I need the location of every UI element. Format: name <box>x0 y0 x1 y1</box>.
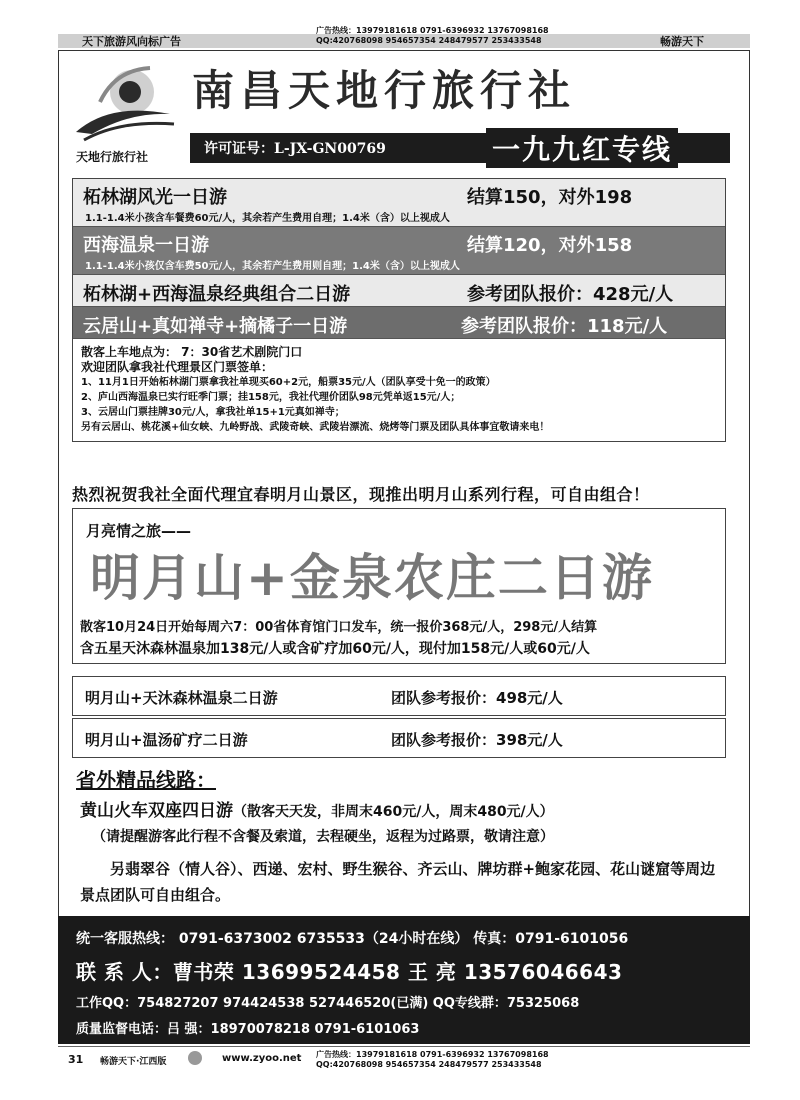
combo-price: 团队参考报价：398元/人 <box>391 731 563 749</box>
combo-name: 明月山+天沐森林温泉二日游 <box>85 689 278 707</box>
header-ad <box>316 26 549 46</box>
magazine-logo-icon <box>188 1051 202 1065</box>
moon-title: 明月山+金泉农庄二日游 <box>90 549 654 607</box>
trip-price: 参考团队报价：428元/人 <box>467 284 674 305</box>
logo-caption: 天地行旅行社 <box>76 150 149 164</box>
agency-title: 南昌天地行旅行社 <box>192 66 577 115</box>
agency-logo-icon <box>70 62 178 144</box>
trip-row <box>73 179 725 227</box>
trip-name: 西海温泉一日游 <box>83 235 209 256</box>
moon-schedule: 散客10月24日开始每周六7：00省体育馆门口发车，统一报价368元/人，298元/人结算 <box>80 620 598 635</box>
trip-note: 1.1-1.4米小孩仅含车费50元/人，其余若产生费用则自理；1.4米（含）以上视成人 <box>85 261 460 272</box>
trip-name: 云居山+真如禅寺+摘橘子一日游 <box>83 316 348 337</box>
trip-name: 柘林湖+西海温泉经典组合二日游 <box>83 284 351 305</box>
huangshan-extra: 另翡翠谷（情人谷）、西递、宏村、野生猴谷、齐云山、牌坊群+鲍家花园、花山谜窟等周边景点团队可自由组合。 <box>80 860 716 904</box>
note-item: 3、云居山门票挂牌30元/人，拿我社单15+1元真如禅寺； <box>81 407 345 418</box>
trip-price: 结算150，对外198 <box>467 187 633 208</box>
footer-ad <box>316 1050 549 1070</box>
magazine-name: 畅游天下·江西版 <box>100 1057 167 1067</box>
supervision-phone: 质量监督电话：吕 强：18970078218 0791-6101063 <box>76 1022 420 1037</box>
huangshan-price: （散客天天发，非周末460元/人，周末480元/人） <box>233 804 554 820</box>
pickup-notes <box>73 339 725 441</box>
outside-title: 省外精品线路： <box>76 768 216 792</box>
huangshan-line <box>80 796 554 821</box>
slogan: 一九九红专线 <box>486 128 678 168</box>
pickup-point: 散客上车地点为： 7：30省艺术剧院门口 <box>81 345 303 359</box>
trip-price: 结算120，对外158 <box>467 235 633 256</box>
footer-divider <box>58 1046 750 1047</box>
combo-name: 明月山+温汤矿疗二日游 <box>85 731 248 749</box>
note-item: 另有云居山、桃花溪+仙女峡、九岭野战、武陵奇峡、武陵岩漂流、烧烤等门票及团队具体事宜敬请来电！ <box>81 422 550 433</box>
license-number: 许可证号：L-JX-GN00769 <box>204 141 386 157</box>
header-ad-line: QQ:420768098 954657354 248479577 253433548 <box>316 36 542 45</box>
header-left: 天下旅游风向标广告 <box>82 35 181 48</box>
moon-addons: 含五星天沐森林温泉加138元/人或含矿疗加60元/人，现付加158元/人或60元/人 <box>80 641 590 657</box>
trip-name: 柘林湖风光一日游 <box>83 187 227 208</box>
combo-row <box>72 718 726 758</box>
footer-ad-line: QQ:420768098 954657354 248479577 253433548 <box>316 1060 542 1069</box>
huangshan-name: 黄山火车双座四日游 <box>80 801 233 821</box>
footer-url[interactable]: www.zyoo.net <box>222 1053 302 1064</box>
footer-ad-line: 广告热线：13979181618 0791-6396932 13767098168 <box>316 1050 549 1059</box>
page-number: 31 <box>68 1053 84 1066</box>
moon-kicker: 月亮情之旅—— <box>86 522 192 540</box>
trip-row <box>73 307 725 339</box>
note-item: 1、11月1日开始柘林湖门票拿我社单现买60+2元，船票35元/人（团队享受十免一的政策） <box>81 377 496 388</box>
hotline: 统一客服热线： 0791-6373002 6735533（24小时在线） 传真：0791-6101056 <box>76 931 629 947</box>
combo-row <box>72 676 726 716</box>
trip-note: 1.1-1.4米小孩含车餐费60元/人，其余若产生费用自理；1.4米（含）以上视成人 <box>85 213 450 224</box>
header-right: 畅游天下 <box>660 35 704 48</box>
note-item: 2、庐山西海温泉已实行旺季门票；挂158元，我社代理价团队98元凭单返15元/人； <box>81 392 461 403</box>
header-ad-line: 广告热线：13979181618 0791-6396932 13767098168 <box>316 26 549 35</box>
huangshan-reminder: （请提醒游客此行程不含餐及索道，去程硬坐，返程为过路票，敬请注意） <box>92 829 554 845</box>
trip-row <box>73 227 725 275</box>
trip-price: 参考团队报价：118元/人 <box>461 316 668 337</box>
trip-list <box>72 178 726 442</box>
work-qq: 工作QQ：754827207 974424538 527446520(已满) QQ专线群：75325068 <box>76 996 580 1011</box>
combo-price: 团队参考报价：498元/人 <box>391 689 563 707</box>
trip-row <box>73 275 725 307</box>
ticket-welcome: 欢迎团队拿我社代理景区门票签单： <box>81 360 274 374</box>
congrats-line: 热烈祝贺我社全面代理宜春明月山景区，现推出明月山系列行程，可自由组合！ <box>72 485 650 504</box>
contact-persons: 联 系 人：曹书荣 13699524458 王 亮 13576046643 <box>76 960 623 984</box>
